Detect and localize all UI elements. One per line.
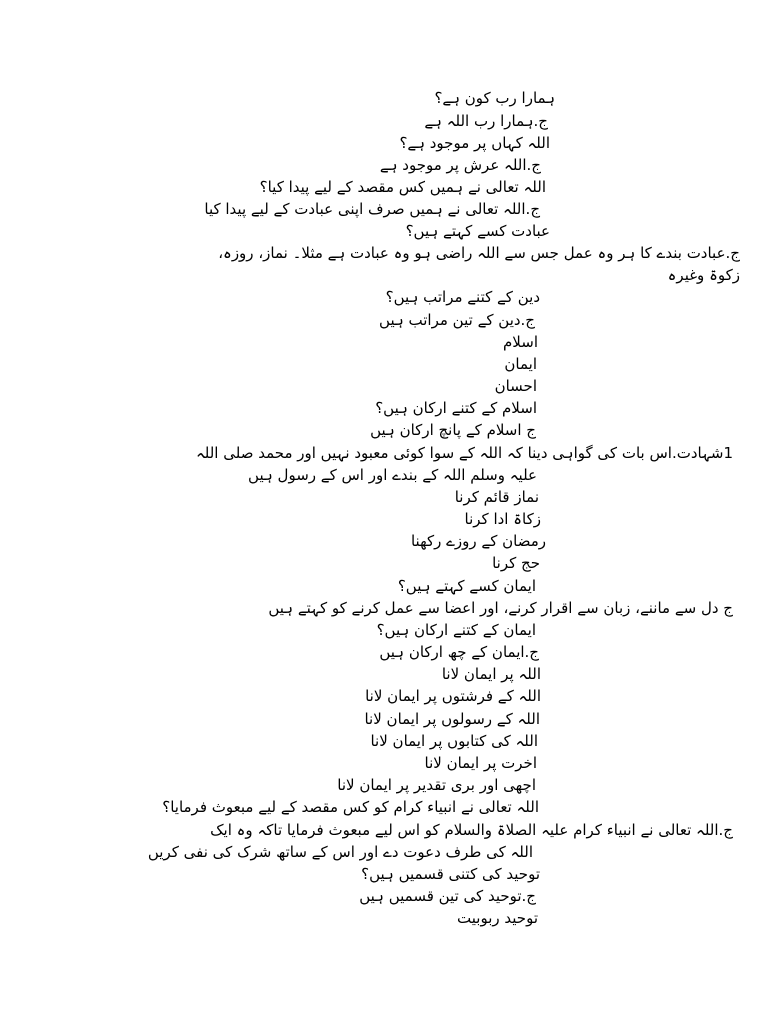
text-line: ایمان کے کتنے ارکان ہیں؟ [376, 621, 536, 639]
text-line: ج.اللہ تعالی نے ہمیں صرف اپنی عبادت کے لیے پیدا کیا [204, 200, 540, 218]
text-line: اللہ کہاں پر موجود ہے؟ [399, 134, 550, 152]
text-line: زکاۃ ادا کرنا [464, 510, 541, 528]
text-line: نماز قائم کرنا [454, 488, 539, 506]
text-line: ہمارا رب کون ہے؟ [434, 89, 555, 107]
text-line: عبادت کسے کہتے ہیں؟ [405, 222, 550, 240]
text-line: علیہ وسلم اللہ کے بندے اور اس کے رسول ہیں [248, 466, 537, 484]
text-line: اللہ تعالی نے انبیاء کرام کو کس مقصد کے لیے مبعوث فرمایا؟ [162, 798, 539, 816]
text-line: ج.ایمان کے چھ ارکان ہیں [379, 643, 539, 661]
text-line: اللہ کے فرشتوں پر ایمان لانا [365, 687, 541, 705]
text-line: اسلام کے کتنے ارکان ہیں؟ [375, 399, 537, 417]
text-line: ایمان کسے کہتے ہیں؟ [397, 577, 536, 595]
text-line: ج اسلام کے پانچ ارکان ہیں [370, 421, 536, 439]
text-line: اللہ کی طرف دعوت دے اور اس کے ساتھ شرک کی نفی کریں [147, 843, 533, 861]
text-line: توحید ربوبیت [457, 909, 538, 927]
text-line: حج کرنا [492, 554, 540, 572]
text-line: اللہ کی کتابوں پر ایمان لانا [370, 732, 538, 750]
text-line: ج.ہمارا رب اللہ ہے [424, 112, 548, 130]
text-line: زکوۃ وغیرہ [667, 266, 740, 284]
text-line: اللہ کے رسولوں پر ایمان لانا [364, 710, 540, 728]
text-line: اللہ پر ایمان لانا [441, 665, 541, 683]
text-line: ج.توحید کی تین قسمیں ہیں [359, 887, 536, 905]
text-line: اچھی اور بری تقدیر پر ایمان لانا [337, 776, 536, 794]
text-line: احسان [494, 377, 537, 395]
text-line: ج دل سے ماننے، زبان سے اقرار کرنے، اور اعضا سے عمل کرنے کو کہتے ہیں [268, 599, 733, 617]
text-line: دین کے کتنے مراتب ہیں؟ [385, 288, 540, 306]
text-line: اسلام [503, 333, 538, 351]
text-line: ج.اللہ تعالی نے انبیاء کرام علیہ الصلاۃ والسلام کو اس لیے مبعوث فرمایا تاکہ وہ ایک [210, 821, 733, 839]
text-line: ج.دین کے تین مراتب ہیں [379, 311, 535, 329]
text-line: 1شہادت.اس بات کی گواہی دینا کہ اللہ کے سوا کوئی معبود نہیں اور محمد صلی اللہ [195, 444, 733, 462]
text-line: رمضان کے روزے رکھنا [410, 532, 546, 550]
text-line: ج.اللہ عرش پر موجود ہے [379, 156, 541, 174]
text-line: اللہ تعالی نے ہمیں کس مقصد کے لیے پیدا کیا؟ [259, 178, 546, 196]
text-line: اخرت پر ایمان لانا [424, 754, 537, 772]
text-line: توحید کی کتنی قسمیں ہیں؟ [361, 865, 540, 883]
text-line: ایمان [504, 355, 537, 373]
text-line: ج.عبادت بندے کا ہر وہ عمل جس سے اللہ راضی ہو وہ عبادت ہے مثلا۔ نماز، روزہ، [218, 244, 740, 262]
